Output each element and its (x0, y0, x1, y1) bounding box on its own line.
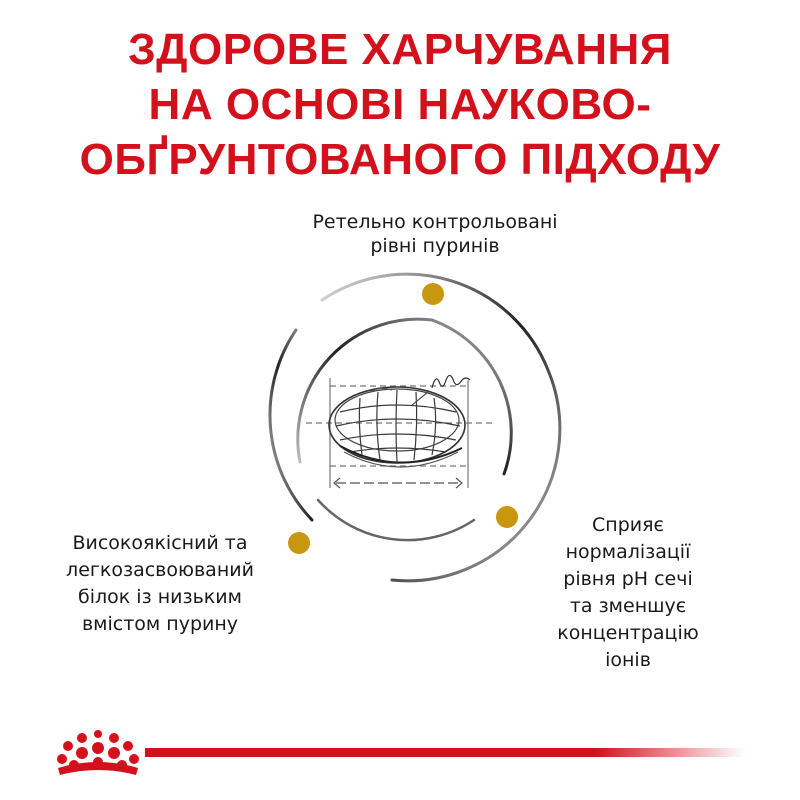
left-arc (270, 330, 312, 520)
benefit-left-line-2: легкозасвоюваний (66, 559, 254, 581)
gold-dot-icon (422, 283, 444, 305)
benefit-right-line-6: іонів (605, 649, 651, 671)
title-line-3: ОБҐРУНТОВАНОГО ПІДХОДУ (79, 135, 721, 184)
benefit-right-line-3: рівня pH сечі (563, 568, 693, 590)
benefit-left-line-4: вмістом пурину (81, 613, 239, 635)
benefit-top-line-2: рівні пуринів (370, 235, 500, 257)
benefit-right-line-2: нормалізації (565, 541, 691, 563)
footer-divider (145, 748, 745, 757)
gold-dot-icon (288, 532, 310, 554)
benefit-left-line-3: білок із низьким (78, 586, 242, 608)
benefit-right-line-4: та зменшує (569, 595, 687, 617)
benefit-left-line-1: Високоякісний та (72, 532, 248, 554)
crown-logo-icon (52, 728, 144, 778)
kibble-sketch-icon (306, 375, 496, 488)
title-line-1: ЗДОРОВЕ ХАРЧУВАННЯ (128, 25, 672, 74)
gold-dot-icon (496, 506, 518, 528)
benefit-top-line-1: Ретельно контрольовані (312, 211, 558, 233)
benefit-right-line-1: Сприяє (592, 514, 664, 536)
benefit-right-line-5: концентрацію (557, 622, 699, 644)
title-line-2: НА ОСНОВІ НАУКОВО- (148, 80, 652, 129)
inner-arc-bottom (318, 500, 474, 540)
